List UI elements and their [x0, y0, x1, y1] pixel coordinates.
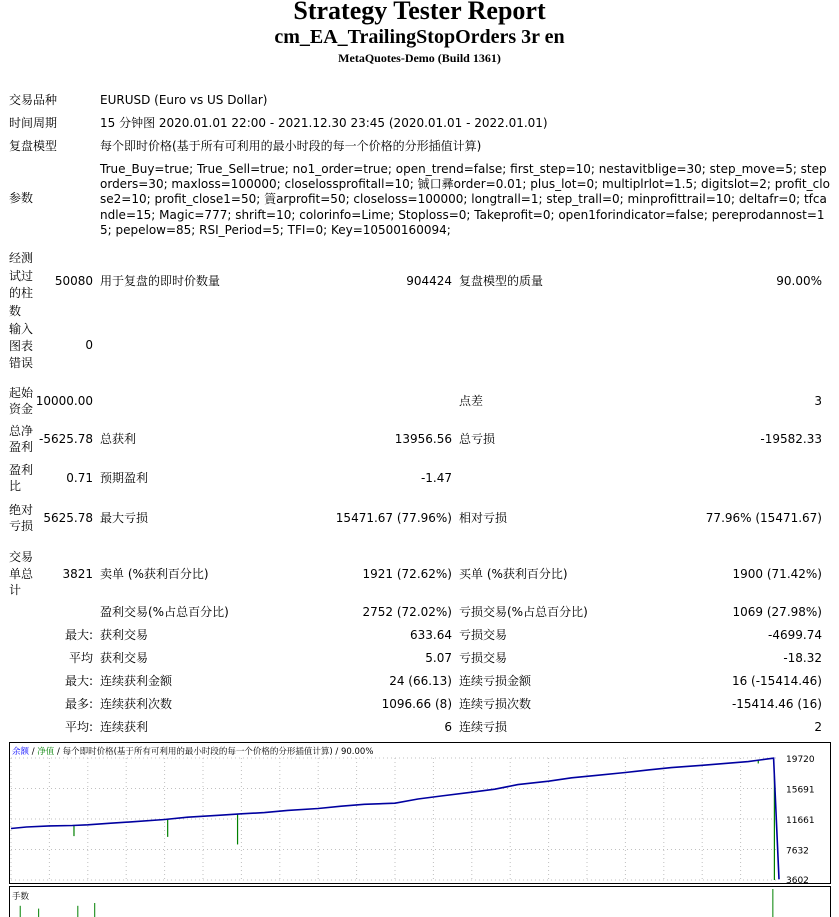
pf-label-line: 盈利: [9, 463, 34, 477]
report-subtitle: cm_EA_TrailingStopOrders 3r en: [274, 26, 565, 48]
model-label: 复盘模型: [9, 139, 58, 153]
errors-label-line: 错误: [9, 356, 34, 370]
rel-dd-label: 相对亏损: [459, 511, 508, 525]
errors-label: [9, 321, 33, 372]
y-tick-label: 11661: [786, 816, 815, 826]
avg-cons-losses-label: 连续亏损: [459, 720, 508, 734]
report-build: MetaQuotes-Demo (Build 1361): [338, 51, 501, 65]
errors-value: 0: [85, 338, 93, 352]
y-tick-label: 7632: [786, 846, 809, 857]
maximal-cons-profit-value: 1096.66 (8): [381, 697, 452, 711]
bars-label-line: 数: [9, 303, 22, 318]
net-label-line: 总净: [9, 424, 34, 438]
spread-label: 点差: [459, 394, 484, 408]
loss-trades-label: 亏损交易(%占总百分比): [459, 605, 588, 619]
payoff-value: -1.47: [420, 471, 452, 485]
short-value: 1921 (72.62%): [362, 567, 452, 581]
bars-label-line: 经测: [9, 251, 34, 265]
deposit-label-line: 起始: [9, 386, 34, 400]
model-value: 每个即时价格(基于所有可利用的最小时段的每一个价格的分形插值计算): [100, 139, 482, 153]
largest-loss-value: -4699.74: [768, 628, 822, 642]
deposit-value: 10000.00: [35, 394, 93, 408]
largest-loss-label: 亏损交易: [459, 628, 508, 642]
maximal-cons-loss-label: 连续亏损次数: [459, 697, 532, 711]
bars-label-line: 试过: [9, 268, 34, 283]
y-tick-label: 19720: [786, 755, 815, 765]
period-label: 时间周期: [9, 116, 58, 130]
max-cons-losses-label: 连续亏损金额: [459, 674, 532, 688]
rel-dd-value: 77.96% (15471.67): [705, 511, 822, 525]
largest-profit-label: 获利交易: [100, 628, 149, 642]
avg-loss-label: 亏损交易: [459, 651, 508, 665]
gross-profit-value: 13956.56: [394, 432, 452, 446]
profit-trades-label: 盈利交易(%占总百分比): [100, 605, 229, 619]
abs-dd-label-line: 亏损: [9, 519, 34, 533]
volume-chart: [9, 886, 831, 917]
avg-cons-wins-value: 6: [444, 720, 452, 734]
legend-equity: 净值: [37, 747, 55, 757]
loss-trades-value: 1069 (27.98%): [732, 605, 822, 619]
bars-label: [9, 250, 33, 320]
payoff-label: 预期盈利: [100, 471, 149, 485]
max-cons-wins-label: 连续获利金额: [100, 674, 173, 688]
max-cons-losses-value: 16 (-15414.46): [731, 674, 822, 688]
maximal-cons-profit-label: 连续获利次数: [100, 697, 173, 711]
avg-profit-value: 5.07: [425, 651, 452, 665]
trades-label-line: 计: [9, 583, 22, 597]
short-label: 卖单 (%获利百分比): [100, 567, 209, 581]
volume-frame: [10, 887, 831, 917]
trades-value: 3821: [62, 567, 93, 581]
ticks-value: 904424: [406, 274, 452, 288]
avg-profit-label: 获利交易: [100, 651, 149, 665]
largest-profit-value: 633.64: [410, 628, 452, 642]
chart-legend: [12, 746, 373, 757]
period-value: 15 分钟图 2020.01.01 22:00 - 2021.12.30 23:45 (2020.01.01 - 2022.01.01): [100, 116, 548, 130]
max-dd-value: 15471.67 (77.96%): [335, 511, 452, 525]
gross-loss-value: -19582.33: [760, 432, 822, 446]
quality-label: 复盘模型的质量: [459, 274, 544, 288]
avg-cons-losses-value: 2: [814, 720, 822, 734]
largest-prefix: 最大:: [64, 628, 93, 642]
legend-balance: 余额: [12, 747, 30, 757]
deposit-label-line: 资金: [9, 402, 34, 416]
maximal-cons-loss-value: -15414.46 (16): [731, 697, 822, 711]
volume-label: 手数: [12, 892, 30, 902]
pf-value: 0.71: [66, 471, 93, 485]
max-dd-label: 最大亏损: [100, 511, 149, 525]
errors-label-line: 图表: [9, 339, 34, 353]
net-value: -5625.78: [39, 432, 93, 446]
long-value: 1900 (71.42%): [732, 567, 822, 581]
y-tick-label: 3602: [786, 876, 809, 884]
symbol-label: 交易品种: [9, 93, 58, 107]
pf-label-line: 比: [9, 479, 22, 493]
avg-cons-wins-label: 连续获利: [100, 720, 149, 734]
avg-cons-prefix: 平均:: [64, 720, 93, 734]
bars-label-line: 的柱: [9, 286, 34, 300]
abs-dd-value: 5625.78: [43, 511, 93, 525]
long-label: 买单 (%获利百分比): [459, 567, 568, 581]
maximal-prefix: 最多:: [64, 697, 93, 711]
bars-value: 50080: [54, 274, 93, 288]
trades-label-line: 交易: [9, 550, 34, 564]
gross-profit-label: 总获利: [100, 432, 137, 446]
y-tick-label: 15691: [786, 785, 815, 796]
max-cons-wins-value: 24 (66.13): [389, 674, 452, 688]
abs-dd-label-line: 绝对: [9, 503, 34, 517]
profit-trades-value: 2752 (72.02%): [362, 605, 452, 619]
quality-value: 90.00%: [776, 274, 822, 288]
average-prefix: 平均: [68, 651, 93, 665]
max-prefix: 最大:: [64, 674, 93, 688]
params-label: 参数: [9, 191, 34, 205]
params-value: True_Buy=true; True_Sell=true; no1_order=true; open_trend=false; first_step=10; nestavitblige=30; step_move=5; steporders=30; maxloss=100000; closelossprofitall=10; 铖口彞order=0.01; plus_lot=0; multiplrlot=1.5; digitslot=2; profit_close2=10; profit_close1=50; 篢arprofit=50; closeloss=100000; longtrall=1; step_trall=0; minprofittrail=10; deltafr=0; tfcandle=15; Magic=777; shrift=10; colorinfo=Lime; Stoploss=0; Takeprofit=0; open1forindicator=false; pereprodannost=15; pepelow=85; RSI_Period=5; TFI=0; Key=10500160094;: [100, 162, 830, 237]
avg-loss-value: -18.32: [783, 651, 822, 665]
ticks-label: 用于复盘的即时价数量: [100, 274, 221, 288]
balance-chart: [9, 742, 831, 884]
report-title: Strategy Tester Report: [293, 0, 546, 25]
symbol-value: EURUSD (Euro vs US Dollar): [100, 93, 268, 107]
trades-label-line: 单总: [9, 566, 34, 581]
gross-loss-label: 总亏损: [459, 432, 496, 446]
errors-label-line: 输入: [9, 322, 34, 336]
legend-model: / 每个即时价格(基于所有可利用的最小时段的每一个价格的分形插值计算) / 90.00%: [54, 747, 374, 757]
net-label-line: 盈利: [9, 440, 34, 454]
legend-separator: /: [29, 747, 38, 757]
chart-frame: [10, 743, 831, 884]
spread-value: 3: [814, 394, 822, 408]
